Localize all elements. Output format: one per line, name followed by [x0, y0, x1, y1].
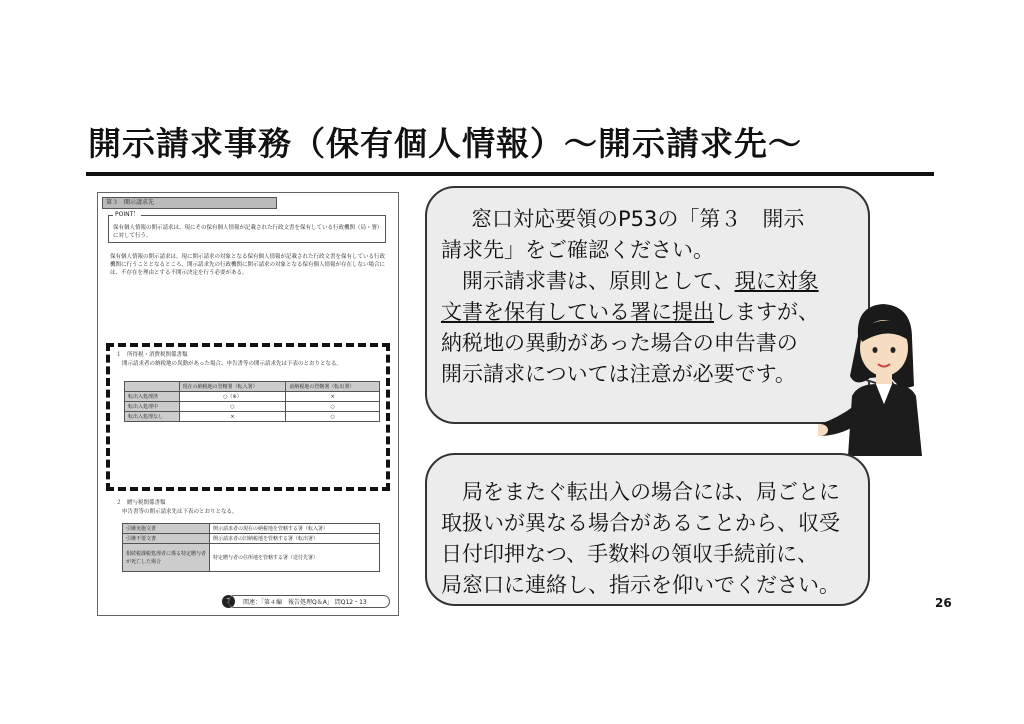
bubble2-line: 局窓口に連絡し、指示を仰いでください。: [441, 573, 840, 597]
bubble1-line: 納税地の異動があった場合の申告書の: [441, 331, 798, 355]
excerpt-heading: 第３ 開示請求先: [102, 197, 277, 209]
point-text: 保有個人情報の開示請求は、現にその保有個人情報が記載された行政文書を保有している行政機関（局・署）に対して行う。: [113, 225, 380, 239]
table-cell: ○（※）: [179, 392, 286, 402]
bubble1-underlined-text: 文書を保有している署に提出: [441, 300, 714, 324]
speech-bubble-2: [425, 453, 870, 606]
table-cell: ○: [286, 402, 380, 412]
table-header: [125, 382, 180, 392]
bubble1-line: 開示請求については注意が必要です。: [441, 362, 796, 386]
table-row: [125, 402, 380, 412]
table-row: [125, 412, 380, 422]
table-header: 前納税地の管轄署（転出署）: [286, 382, 380, 392]
page-number: 26: [935, 596, 952, 610]
manual-excerpt: [97, 192, 399, 616]
table-cell: 転出入処理なし: [125, 412, 180, 422]
page-title: 開示請求事務（保有個人情報）～開示請求先～: [88, 124, 802, 163]
gift-tax-table: [122, 523, 380, 572]
table-cell: ×: [286, 392, 380, 402]
point-label: POINT！: [115, 211, 140, 218]
table-cell: 転出入処理中: [125, 402, 180, 412]
table-cell: 特定贈与者の住所地を管轄する署（送付先署）: [210, 544, 380, 572]
bubble1-text: しますが、: [714, 300, 819, 324]
bubble2-line: 局をまたぐ転出入の場合には、局ごとに: [462, 480, 840, 504]
woman-guide-illustration: [818, 296, 938, 456]
table-cell: 引継実施文書: [123, 524, 210, 534]
excerpt-item1: １ 所得税・消費税関係書類: [116, 352, 188, 358]
point-box: [108, 211, 386, 243]
table-cell: ×: [179, 412, 286, 422]
bubble1-line: 窓口対応要領のP53の「第３ 開示: [471, 207, 805, 231]
bubble2-line: 取扱いが異なる場合があることから、収受: [441, 511, 840, 535]
table-row: [123, 524, 380, 534]
reference-note: 関連：「第４編 報告処理Q＆A」 問Q12・13: [228, 595, 390, 608]
table-row: [123, 534, 380, 544]
table-cell: ○: [179, 402, 286, 412]
table-row: [123, 544, 380, 572]
excerpt-item1-text: 開示請求者の納税地の異動があった場合、申告書等の開示請求先は下表のとおりとなる。: [122, 361, 342, 367]
table-cell: 転出入処理済: [125, 392, 180, 402]
transfer-table: [124, 381, 380, 422]
table-cell: 相続税課税処理者に係る特定贈与者が死亡した場合: [123, 544, 210, 572]
excerpt-paragraph: 保有個人情報の開示請求は、現に開示請求の対象となる保有個人情報が記載された行政文書を保有している行政機関に行うこととなるところ、開示請求先の行政機関に開示請求の対象となる保有個人情報が存在しない場合には、不存在を理由とする不開示決定を行う必要がある。: [110, 254, 386, 276]
table-cell: 開示請求者の旧納税地を管轄する署（転出署）: [210, 534, 380, 544]
excerpt-item2-text: 申告書等の開示請求先は下表のとおりとなる。: [122, 509, 238, 515]
table-cell: ○: [286, 412, 380, 422]
bubble1-underlined-text: 現に対象: [734, 269, 819, 293]
bubble1-line: 請求先」をご確認ください。: [441, 238, 714, 262]
table-row: [125, 392, 380, 402]
table-header: 現在の納税地の管轄署（転入署）: [179, 382, 286, 392]
bubble1-line: [441, 297, 854, 328]
speech-bubble-1: [425, 186, 870, 424]
bubble1-line: [441, 266, 854, 297]
reference-number-icon: 7: [222, 595, 235, 608]
table-cell: 開示請求者の現在の納税地を管轄する署（転入署）: [210, 524, 380, 534]
title-underline: [86, 172, 934, 176]
bubble2-line: 日付印押なつ、手数料の領収手続前に、: [441, 542, 819, 566]
bubble1-text: 開示請求書は、原則として、: [462, 269, 735, 293]
table-cell: 引継不要文書: [123, 534, 210, 544]
excerpt-item2: ２ 贈与税関係書類: [116, 500, 166, 506]
